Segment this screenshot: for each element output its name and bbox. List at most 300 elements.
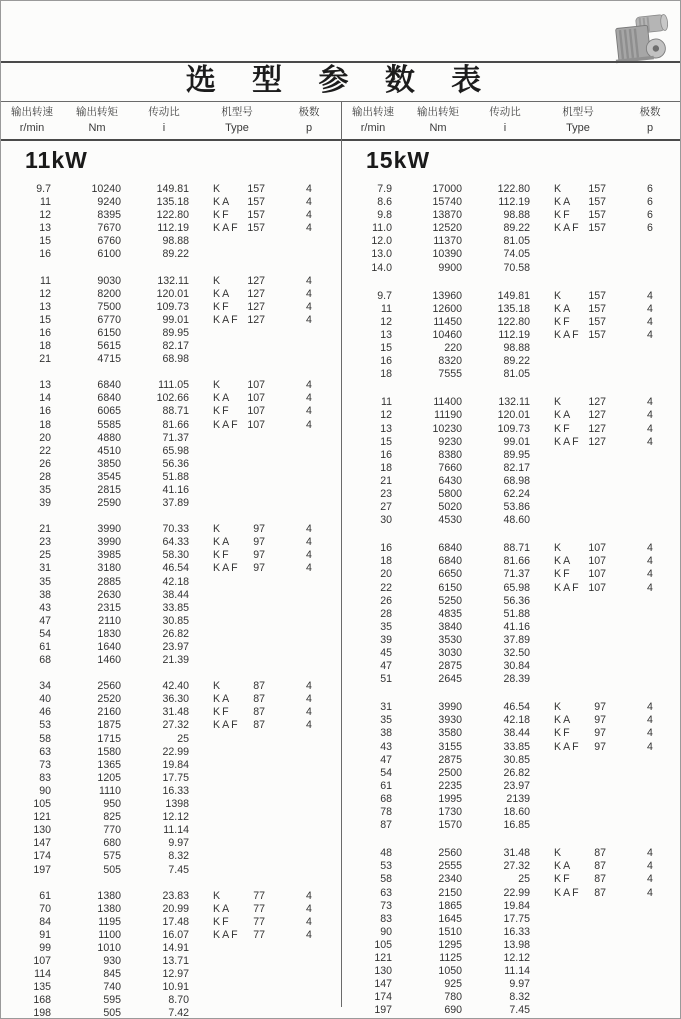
table-row xyxy=(342,860,681,873)
ratio-cell: 13.71 xyxy=(162,955,189,968)
output-torque-cell: 3990 xyxy=(438,701,462,714)
ratio-cell: 2139 xyxy=(506,792,530,805)
header-speed: 输出转速 r/min xyxy=(11,106,53,134)
ratio-cell: 8.32 xyxy=(168,850,189,863)
ratio-cell: 82.17 xyxy=(162,340,189,353)
output-torque-cell: 825 xyxy=(103,811,121,824)
output-speed-cell: 21 xyxy=(380,474,392,487)
table-row xyxy=(1,222,341,235)
ratio-cell: 12.12 xyxy=(503,951,530,964)
output-speed-cell: 18 xyxy=(39,340,51,353)
table-row xyxy=(1,746,341,759)
ratio-cell: 11.14 xyxy=(163,824,189,837)
ratio-cell: 132.11 xyxy=(157,274,189,287)
ratio-cell: 14.91 xyxy=(162,941,189,954)
table-row xyxy=(342,542,681,555)
poles-cell xyxy=(618,767,681,780)
type-cell: KAF 157 xyxy=(213,222,265,235)
output-torque-cell: 1715 xyxy=(97,732,121,745)
row-group xyxy=(342,183,681,275)
ratio-cell: 122.80 xyxy=(497,183,530,195)
output-speed-cell: 13 xyxy=(380,328,392,341)
table-row xyxy=(1,680,341,693)
header-poles: 极数 p xyxy=(639,106,661,134)
output-speed-cell: 198 xyxy=(33,1007,51,1019)
type-cell xyxy=(538,514,618,527)
type-cell xyxy=(538,991,618,1004)
ratio-cell: 51.88 xyxy=(162,470,189,483)
output-speed-cell: 40 xyxy=(39,693,51,706)
ratio-cell: 46.54 xyxy=(503,701,530,714)
output-speed-cell: 46 xyxy=(39,706,51,719)
output-torque-cell: 6840 xyxy=(438,542,462,555)
ratio-cell: 20.99 xyxy=(162,902,189,915)
poles-cell xyxy=(277,602,341,615)
output-torque-cell: 2815 xyxy=(97,483,121,496)
output-torque-cell: 17000 xyxy=(432,183,462,195)
output-torque-cell: 7555 xyxy=(438,368,462,381)
output-speed-cell: 28 xyxy=(39,470,51,483)
poles-cell xyxy=(277,785,341,798)
output-torque-cell: 1995 xyxy=(438,792,462,805)
output-torque-cell: 6650 xyxy=(438,568,462,581)
output-speed-cell: 12 xyxy=(380,315,392,328)
output-torque-cell: 11370 xyxy=(433,235,462,248)
output-torque-cell: 505 xyxy=(103,1007,121,1019)
type-cell xyxy=(197,746,277,759)
table-row xyxy=(342,368,681,381)
table-row xyxy=(1,248,341,261)
type-cell xyxy=(538,913,618,926)
poles-cell xyxy=(277,864,341,877)
output-torque-cell: 2645 xyxy=(438,673,462,686)
type-cell xyxy=(197,824,277,837)
poles-cell xyxy=(618,926,681,939)
output-speed-cell: 90 xyxy=(380,925,392,938)
output-speed-cell: 73 xyxy=(39,758,51,771)
output-speed-cell: 53 xyxy=(39,719,51,732)
output-speed-cell: 35 xyxy=(39,483,51,496)
poles-cell xyxy=(618,754,681,767)
ratio-cell: 38.44 xyxy=(503,727,530,740)
type-cell: KF 97 xyxy=(554,727,606,740)
header-ratio: 传动比 i xyxy=(148,106,180,134)
type-cell xyxy=(197,654,277,667)
output-torque-cell: 2885 xyxy=(97,575,121,588)
ratio-cell: 120.01 xyxy=(156,287,189,300)
output-speed-cell: 14 xyxy=(39,392,51,405)
type-cell xyxy=(197,471,277,484)
type-cell: KF 77 xyxy=(213,915,265,928)
output-speed-cell: 18 xyxy=(39,418,51,431)
ratio-cell: 68.98 xyxy=(162,353,189,366)
poles-cell: 4 xyxy=(306,222,312,235)
output-torque-cell: 3180 xyxy=(97,562,121,575)
ratio-cell: 23.97 xyxy=(503,779,530,792)
output-speed-cell: 26 xyxy=(39,457,51,470)
type-cell xyxy=(197,981,277,994)
table-row xyxy=(342,754,681,767)
output-speed-cell: 70 xyxy=(39,902,51,915)
ratio-cell: 99.01 xyxy=(162,313,189,326)
output-torque-cell: 12520 xyxy=(432,222,462,235)
output-speed-cell: 20 xyxy=(39,431,51,444)
poles-cell: 4 xyxy=(647,581,653,594)
output-speed-cell: 174 xyxy=(33,850,51,863)
table-row xyxy=(1,706,341,719)
type-cell xyxy=(538,342,618,355)
output-speed-cell: 54 xyxy=(39,627,51,640)
output-speed-cell: 114 xyxy=(34,968,51,981)
header-ratio: 传动比 i xyxy=(489,106,521,134)
output-speed-cell: 130 xyxy=(374,965,392,978)
output-torque-cell: 9900 xyxy=(438,261,462,274)
output-torque-cell: 9240 xyxy=(97,196,121,209)
type-cell: KAF 107 xyxy=(213,418,265,431)
poles-cell: 4 xyxy=(647,740,653,753)
ratio-cell: 48.60 xyxy=(503,514,530,527)
table-row xyxy=(1,392,341,405)
poles-cell xyxy=(277,458,341,471)
row-group xyxy=(342,396,681,527)
output-speed-cell: 147 xyxy=(33,837,51,850)
poles-cell: 4 xyxy=(306,196,312,209)
output-torque-cell: 4835 xyxy=(438,607,462,620)
ratio-cell: 70.33 xyxy=(162,523,189,536)
poles-cell xyxy=(277,850,341,863)
table-row xyxy=(1,641,341,654)
header-torque: 输出转矩 Nm xyxy=(76,106,118,134)
table-row xyxy=(1,576,341,589)
table-row xyxy=(1,693,341,706)
table-row xyxy=(342,767,681,780)
type-cell xyxy=(538,780,618,793)
table-row xyxy=(342,209,681,222)
type-cell: KA 87 xyxy=(554,860,606,873)
type-cell: KA 97 xyxy=(554,714,606,727)
type-cell xyxy=(197,340,277,353)
type-cell xyxy=(197,235,277,248)
table-row xyxy=(342,475,681,488)
output-speed-cell: 38 xyxy=(39,588,51,601)
output-speed-cell: 11 xyxy=(381,396,392,409)
output-speed-cell: 63 xyxy=(380,886,392,899)
type-cell xyxy=(197,811,277,824)
table-row xyxy=(342,396,681,409)
poles-cell: 4 xyxy=(647,542,653,555)
output-torque-cell: 3030 xyxy=(438,647,462,659)
output-torque-cell: 2560 xyxy=(97,680,121,693)
poles-cell: 4 xyxy=(647,727,653,740)
type-cell xyxy=(197,1007,277,1019)
type-cell xyxy=(197,759,277,772)
poles-cell: 4 xyxy=(647,873,653,886)
output-torque-cell: 3840 xyxy=(438,620,462,633)
table-row xyxy=(342,303,681,316)
table-row xyxy=(342,568,681,581)
output-speed-cell: 20 xyxy=(380,568,392,581)
poles-cell xyxy=(618,449,681,462)
poles-cell: 4 xyxy=(647,435,653,448)
ratio-cell: 65.98 xyxy=(503,581,530,594)
output-torque-cell: 1510 xyxy=(438,925,462,938)
output-speed-cell: 9.7 xyxy=(36,183,51,195)
output-speed-cell: 16 xyxy=(380,542,392,555)
output-torque-cell: 7660 xyxy=(438,461,462,474)
poles-cell xyxy=(277,811,341,824)
type-cell xyxy=(197,497,277,510)
ratio-cell: 37.89 xyxy=(162,497,189,510)
poles-cell: 6 xyxy=(647,183,653,195)
ratio-cell: 70.58 xyxy=(503,261,530,274)
table-row xyxy=(1,379,341,392)
output-speed-cell: 90 xyxy=(39,784,51,797)
type-cell xyxy=(538,449,618,462)
type-cell: K 157 xyxy=(554,289,606,302)
output-speed-cell: 26 xyxy=(380,594,392,607)
ratio-cell: 135.18 xyxy=(497,302,530,315)
table-row xyxy=(342,409,681,422)
output-speed-cell: 18 xyxy=(380,555,392,568)
ratio-cell: 58.30 xyxy=(162,549,189,562)
poles-cell: 4 xyxy=(306,693,312,706)
poles-cell xyxy=(618,368,681,381)
output-torque-cell: 1195 xyxy=(98,915,121,928)
column-header-right xyxy=(342,104,681,136)
output-speed-cell: 18 xyxy=(380,461,392,474)
output-speed-cell: 9.7 xyxy=(377,289,392,302)
poles-cell: 4 xyxy=(647,289,653,302)
ratio-cell: 38.44 xyxy=(162,588,189,601)
table-row xyxy=(342,342,681,355)
table-row xyxy=(342,701,681,714)
type-cell xyxy=(538,793,618,806)
output-speed-cell: 15 xyxy=(39,235,51,248)
table-row xyxy=(342,595,681,608)
ratio-cell: 149.81 xyxy=(156,183,189,195)
type-cell xyxy=(197,785,277,798)
ratio-cell: 98.88 xyxy=(503,342,530,355)
output-torque-cell: 1110 xyxy=(99,784,121,797)
section-11kw xyxy=(1,141,341,1019)
poles-cell xyxy=(618,952,681,965)
output-speed-cell: 105 xyxy=(374,938,392,951)
header-type: 机型号 Type xyxy=(221,106,253,134)
type-cell xyxy=(538,819,618,832)
ratio-cell: 111.05 xyxy=(158,379,189,392)
output-speed-cell: 87 xyxy=(380,819,392,832)
type-cell: KAF 97 xyxy=(213,562,265,575)
poles-cell xyxy=(618,462,681,475)
ratio-cell: 82.17 xyxy=(503,461,530,474)
ratio-cell: 8.32 xyxy=(509,991,530,1004)
poles-cell: 4 xyxy=(306,287,312,300)
poles-cell: 4 xyxy=(306,719,312,732)
poles-cell xyxy=(618,488,681,501)
ratio-cell: 109.73 xyxy=(156,300,189,313)
type-cell xyxy=(197,353,277,366)
output-speed-cell: 31 xyxy=(380,701,392,714)
output-torque-cell: 9030 xyxy=(97,274,121,287)
ratio-cell: 42.18 xyxy=(162,575,189,588)
output-torque-cell: 7500 xyxy=(97,300,121,313)
output-torque-cell: 770 xyxy=(103,824,121,837)
type-cell: KAF 87 xyxy=(213,719,265,732)
table-row xyxy=(1,602,341,615)
table-row xyxy=(1,719,341,732)
type-cell: KF 157 xyxy=(213,209,265,222)
poles-cell: 4 xyxy=(647,860,653,873)
type-cell xyxy=(197,733,277,746)
output-torque-cell: 5800 xyxy=(438,487,462,500)
type-cell xyxy=(197,432,277,445)
ratio-cell: 23.97 xyxy=(162,641,189,653)
output-torque-cell: 3850 xyxy=(97,457,121,470)
ratio-cell: 71.37 xyxy=(162,431,189,444)
poles-cell xyxy=(277,837,341,850)
output-torque-cell: 6840 xyxy=(97,379,121,392)
table-row xyxy=(1,340,341,353)
poles-cell xyxy=(618,501,681,514)
table-row xyxy=(1,288,341,301)
poles-cell xyxy=(277,576,341,589)
type-cell xyxy=(197,248,277,261)
output-torque-cell: 9230 xyxy=(438,435,462,448)
type-cell: KF 157 xyxy=(554,315,606,328)
output-speed-cell: 61 xyxy=(39,889,51,902)
ratio-cell: 98.88 xyxy=(503,209,530,222)
header-poles: 极数 p xyxy=(298,106,320,134)
poles-cell xyxy=(277,942,341,955)
ratio-cell: 98.88 xyxy=(162,235,189,248)
output-torque-cell: 1460 xyxy=(97,654,121,667)
table-row xyxy=(1,536,341,549)
poles-cell xyxy=(618,1004,681,1017)
output-torque-cell: 6430 xyxy=(438,474,462,487)
type-cell: K 77 xyxy=(213,889,265,902)
poles-cell: 4 xyxy=(647,886,653,899)
poles-cell xyxy=(277,994,341,1007)
output-speed-cell: 9.8 xyxy=(377,209,392,222)
output-torque-cell: 1380 xyxy=(97,889,121,902)
table-row xyxy=(1,589,341,602)
table-row xyxy=(342,900,681,913)
ratio-cell: 64.33 xyxy=(162,536,189,549)
ratio-cell: 30.84 xyxy=(503,660,530,673)
ratio-cell: 112.19 xyxy=(498,196,530,209)
output-speed-cell: 47 xyxy=(380,660,392,673)
poles-cell xyxy=(618,514,681,527)
output-speed-cell: 73 xyxy=(380,899,392,912)
header-torque: 输出转矩 Nm xyxy=(417,106,459,134)
type-cell xyxy=(538,673,618,686)
output-torque-cell: 10390 xyxy=(432,248,462,261)
table-row xyxy=(342,582,681,595)
poles-cell: 4 xyxy=(306,313,312,326)
ratio-cell: 25 xyxy=(518,873,530,886)
type-cell: KA 157 xyxy=(554,302,606,315)
ratio-cell: 7.45 xyxy=(168,863,189,876)
table-row xyxy=(342,952,681,965)
ratio-cell: 1398 xyxy=(165,798,189,811)
type-cell xyxy=(197,327,277,340)
poles-cell: 4 xyxy=(647,409,653,422)
ratio-cell: 56.36 xyxy=(162,457,189,470)
table-row xyxy=(1,864,341,877)
type-cell: K 87 xyxy=(213,680,265,693)
output-speed-cell: 16 xyxy=(39,405,51,418)
output-speed-cell: 130 xyxy=(33,824,51,837)
table-row xyxy=(1,471,341,484)
output-speed-cell: 11 xyxy=(381,302,392,315)
poles-cell xyxy=(618,595,681,608)
poles-cell: 4 xyxy=(306,915,312,928)
poles-cell xyxy=(277,1007,341,1019)
output-speed-cell: 12 xyxy=(39,287,51,300)
output-speed-cell: 16 xyxy=(380,448,392,461)
output-torque-cell: 1205 xyxy=(97,771,121,784)
output-torque-cell: 1125 xyxy=(439,951,462,964)
ratio-cell: 99.01 xyxy=(503,435,530,448)
poles-cell xyxy=(277,340,341,353)
type-cell: KF 107 xyxy=(213,405,265,418)
output-speed-cell: 54 xyxy=(380,766,392,779)
table-row xyxy=(1,916,341,929)
type-cell xyxy=(538,647,618,660)
output-speed-cell: 31 xyxy=(39,562,51,575)
ratio-cell: 42.40 xyxy=(162,680,189,693)
poles-cell xyxy=(618,806,681,819)
output-speed-cell: 105 xyxy=(33,798,51,811)
type-cell: K 87 xyxy=(554,847,606,860)
table-row xyxy=(342,1004,681,1017)
ratio-cell: 27.32 xyxy=(503,860,530,873)
output-torque-cell: 1580 xyxy=(97,745,121,758)
output-torque-cell: 3990 xyxy=(97,523,121,536)
output-speed-cell: 174 xyxy=(374,991,392,1004)
ratio-cell: 74.05 xyxy=(503,248,530,261)
ratio-cell: 26.82 xyxy=(162,627,189,640)
ratio-cell: 11.14 xyxy=(504,965,530,978)
poles-cell xyxy=(277,445,341,458)
ratio-cell: 12.12 xyxy=(162,811,189,824)
poles-cell: 4 xyxy=(306,889,312,902)
table-row xyxy=(342,991,681,1004)
ratio-cell: 33.85 xyxy=(503,740,530,753)
table-row xyxy=(1,275,341,288)
output-torque-cell: 8380 xyxy=(438,448,462,461)
poles-cell: 4 xyxy=(647,847,653,860)
output-speed-cell: 39 xyxy=(39,497,51,510)
ratio-cell: 65.98 xyxy=(162,444,189,457)
type-cell: KAF 97 xyxy=(554,740,606,753)
output-torque-cell: 2555 xyxy=(438,860,462,873)
table-row xyxy=(342,727,681,740)
poles-cell xyxy=(277,628,341,641)
type-cell xyxy=(197,968,277,981)
ratio-cell: 122.80 xyxy=(156,209,189,222)
output-torque-cell: 1830 xyxy=(97,627,121,640)
poles-cell xyxy=(618,621,681,634)
type-cell: K 107 xyxy=(213,379,265,392)
type-cell xyxy=(197,864,277,877)
output-speed-cell: 15 xyxy=(380,342,392,355)
table-row xyxy=(1,968,341,981)
type-cell: KAF 77 xyxy=(213,928,265,941)
poles-cell xyxy=(277,497,341,510)
type-cell: KAF 157 xyxy=(554,222,606,235)
ratio-cell: 18.60 xyxy=(503,806,530,819)
